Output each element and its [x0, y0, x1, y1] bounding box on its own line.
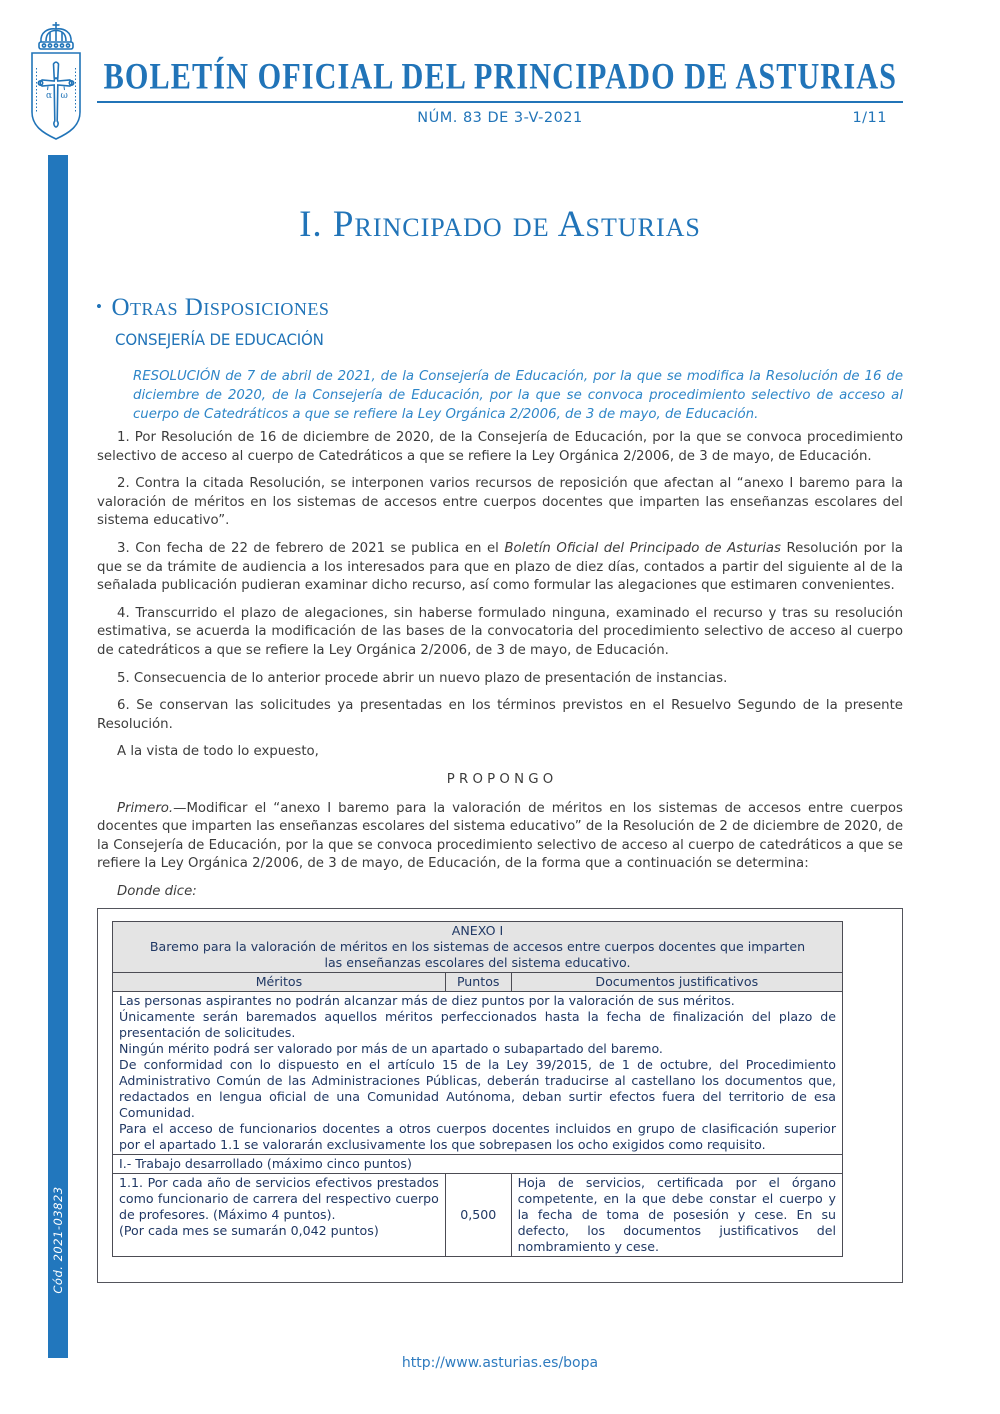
header-rule [97, 101, 903, 103]
rule-line: Para el acceso de funcionarios docentes a otros cuerpos docentes incluidos en grupo de clasificación superior por el apartado 1.1 se valorarán exclusivamente los que sobrepasen los ocho exigidos como requisito. [119, 1121, 836, 1152]
issue-number: NÚM. 83 DE 3-V-2021 [417, 110, 583, 126]
bopa-reference: Boletín Oficial del Principado de Asturias [504, 540, 781, 556]
documents-cell: Hoja de servicios, certificada por el órgano competente, en la que debe constar el cuerpo y la fecha de toma de posesión y cese. En su defecto, los documentos justificativos del nombramiento y cese. [511, 1174, 842, 1257]
department-heading: CONSEJERÍA DE EDUCACIÓN [115, 330, 324, 349]
column-header-puntos: Puntos [445, 973, 511, 992]
paragraph-primero: Primero.—Modificar el “anexo I baremo para la valoración de méritos en los sistemas de accesos entre cuerpos docentes que imparten las enseñanzas escolares del sistema educativo” de la Resolución de 2 de diciembre de 2020, de la Consejería de Educación, por la que se convoca procedimiento selectivo de acceso al cuerpo de catedráticos a que se refiere la Ley Orgánica 2/2006, de 3 de mayo, de Educación, de la forma que a continuación se determina: [97, 800, 904, 872]
merit-cell: 1.1. Por cada año de servicios efectivos prestados como funcionario de carrera del respectivo cuerpo de profesores. (Máximo 4 puntos). (Por cada mes se sumarán 0,042 puntos) [113, 1174, 446, 1257]
paragraph-1: 1. Por Resolución de 16 de diciembre de 2020, de la Consejería de Educación, por la que se convoca procedimiento selectivo de acceso al cuerpo de Catedráticos a que se refiere la Ley Orgánica 2/2006, de 3 de mayo, de Educación. [97, 430, 903, 464]
bopa-url-link[interactable]: http://www.asturias.es/bopa [401, 1355, 599, 1371]
annex-subtitle-2: las enseñanzas escolares del sistema educativo. [324, 955, 631, 970]
table-header-row [113, 973, 843, 992]
bullet-icon: • [96, 297, 103, 316]
paragraph-2: 2. Contra la citada Resolución, se interponen varios recursos de reposición que afectan al “anexo I baremo para la valoración de méritos en los sistemas de accesos entre cuerpos docentes que imparten las enseñanzas escolares del sistema educativo”. [97, 476, 903, 529]
resolution-summary: RESOLUCIÓN de 7 de abril de 2021, de la Consejería de Educación, por la que se modifica la Resolución de 16 de diciembre de 2020, de la Consejería de Educación, por la que se convoca procedimiento selectivo de acceso al cuerpo de Catedráticos a que se refiere la Ley Orgánica 2/2006, de 3 de mayo, de Educación. [133, 369, 903, 422]
part-title: I. Principado de Asturias [299, 204, 701, 245]
table-rules-row [113, 992, 843, 1155]
paragraph-intro: A la vista de todo lo expuesto, [117, 744, 319, 760]
svg-text:ω: ω [60, 91, 68, 101]
merit-note: (Por cada mes se sumarán 0,042 puntos) [119, 1223, 379, 1238]
column-header-meritos: Méritos [113, 973, 446, 992]
category-label: Otras Disposiciones [111, 294, 330, 321]
column-header-documentos: Documentos justificativos [511, 973, 842, 992]
asturias-coat-of-arms-icon [24, 20, 88, 148]
publication-code: Cód. 2021-03823 [51, 1186, 65, 1294]
table-row [113, 1174, 843, 1257]
resolution-body [97, 429, 903, 910]
bulletin-title: BOLETÍN OFICIAL DEL PRINCIPADO DE ASTURIAS [103, 56, 897, 98]
table-section-row [113, 1155, 843, 1174]
annex-subtitle-1: Baremo para la valoración de méritos en los sistemas de accesos entre cuerpos docentes que imparten [149, 939, 806, 954]
annex-frame [97, 908, 903, 1283]
paragraph-6: 6. Se conservan las solicitudes ya presentadas en los términos previstos en el Resuelvo Segundo de la presente Resolución. [97, 698, 903, 732]
rule-line: Las personas aspirantes no podrán alcanzar más de diez puntos por la valoración de sus méritos. [119, 993, 735, 1008]
paragraph-5: 5. Consecuencia de lo anterior procede abrir un nuevo plazo de presentación de instancias. [117, 670, 728, 686]
annex-table [112, 921, 843, 1257]
bulletin-masthead [97, 58, 903, 101]
svg-text:α: α [46, 91, 53, 101]
issue-row [97, 110, 903, 132]
category-heading [96, 294, 329, 322]
paragraph-4: 4. Transcurrido el plazo de alegaciones, sin haberse formulado ninguna, examinado el recurso y tras su resolución estimativa, se acuerda la modificación de las bases de la convocatoria del procedimiento selectivo de acceso al cuerpo de catedráticos a que se refiere la Ley Orgánica 2/2006, de 3 de mayo, de Educación. [97, 605, 903, 658]
side-accent-bar [48, 155, 68, 1358]
annex-title: ANEXO I [451, 923, 504, 938]
page-indicator: 1/11 [852, 110, 887, 126]
rule-line: Únicamente serán baremados aquellos méritos perfeccionados hasta la fecha de finalización del plazo de presentación de solicitudes. [119, 1009, 836, 1040]
paragraph-3: 3. Con fecha de 22 de febrero de 2021 se publica en el Boletín Oficial del Principado de Asturias Resolución por la que se da trámite de audiencia a los interesados para que en plazo de diez días, contados a partir del siguiente al de la señalada publicación pudieran examinar dicho recurso, así como formular las alegaciones que estimaren convenientes. [97, 540, 904, 594]
rule-line: De conformidad con lo dispuesto en el artículo 15 de la Ley 39/2015, de 1 de octubre, del Procedimiento Administrativo Común de las Administraciones Públicas, deberán traducirse al castellano los documentos que, redactados en lengua oficial de una Comunidad Autónoma, deban surtir efectos fuera del territorio de esa Comunidad. [119, 1057, 836, 1120]
rule-line: Ningún mérito podrá ser valorado por más de un apartado o subapartado del baremo. [119, 1041, 663, 1056]
section-i-label: I.- Trabajo desarrollado (máximo cinco puntos) [113, 1155, 843, 1174]
propongo-heading: P R O P O N G O [446, 771, 554, 787]
donde-dice-label: Donde dice: [117, 883, 197, 899]
table-title-row [113, 922, 843, 973]
points-cell: 0,500 [445, 1174, 511, 1257]
